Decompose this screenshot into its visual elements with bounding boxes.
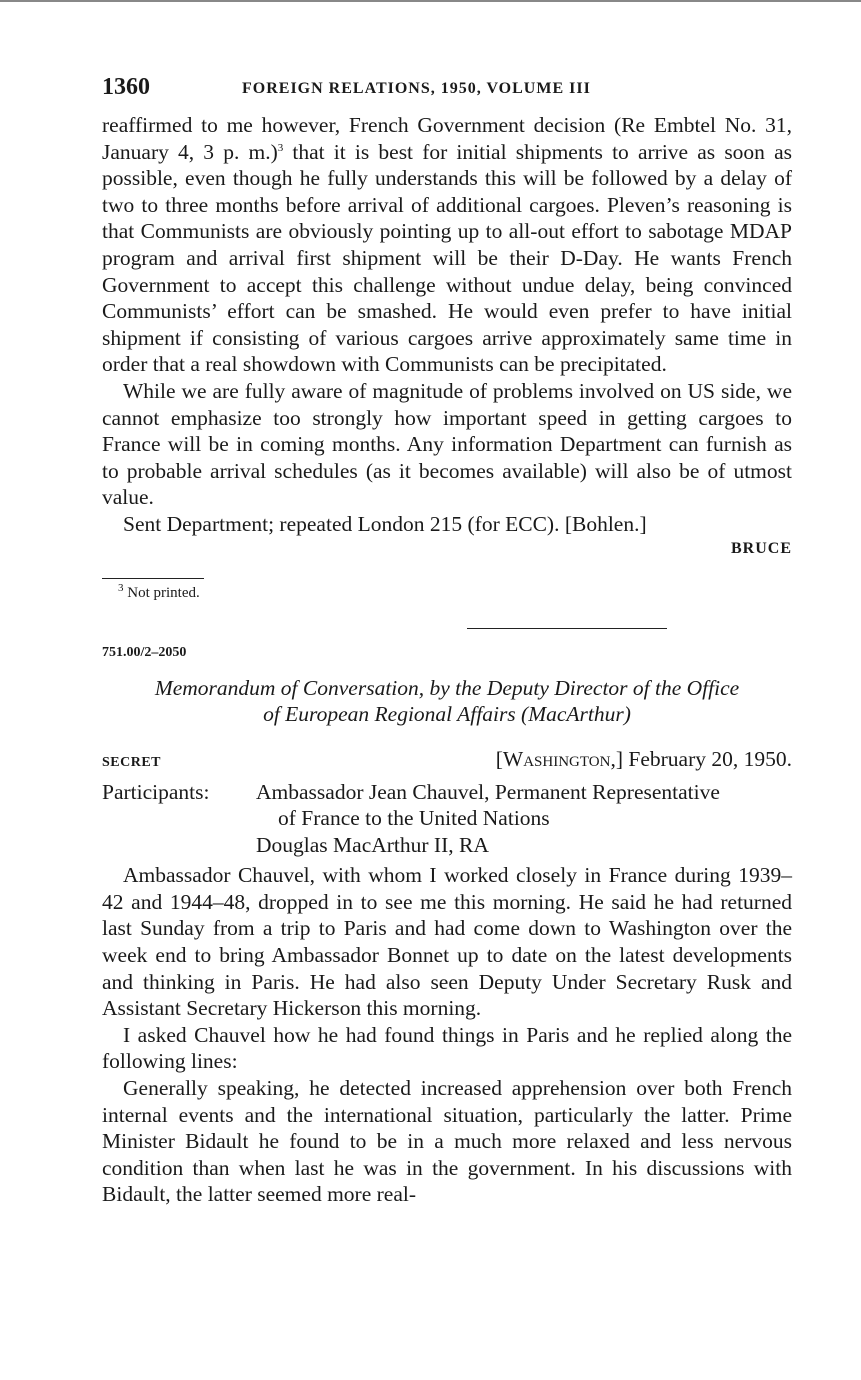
page — [102, 72, 792, 1208]
participants-label: Participants: — [102, 779, 210, 804]
participant: Douglas MacArthur II, RA — [256, 832, 489, 857]
running-head: FOREIGN RELATIONS, 1950, VOLUME III — [242, 80, 591, 97]
signature: BRUCE — [730, 539, 792, 557]
body-paragraph: Sent Department; repeated London 215 (for ECC). [Bohlen.] — [123, 511, 647, 536]
participant-continued: of France to the United Nations — [278, 806, 550, 831]
participant: Ambassador Jean Chauvel, Permanent Representative — [256, 779, 720, 804]
classification: SECRET — [102, 754, 162, 770]
dateline: [Washington,] February 20, 1950. — [495, 746, 792, 771]
memo-body — [102, 862, 792, 1208]
footnote: $^3$ Not printed. — [118, 581, 200, 601]
page-number: 1360 — [102, 74, 150, 100]
participants — [102, 779, 792, 859]
classification-line — [102, 745, 792, 779]
document-id: 751.00/2–2050 — [102, 644, 187, 660]
telegram-continuation — [102, 112, 792, 560]
page-header — [102, 72, 792, 112]
body-paragraph: Ambassador Chauvel, with whom I worked closely in France during 1939–42 and 1944–48, dropped in to see me this morning. He said he had returned last Sunday from a trip to Paris and had come down to Washington over the week end to bring Ambassador Bonnet up to date on the latest developments and thinking in Paris. He had also seen Deputy Under Secretary Rusk and Assistant Secretary Hickerson this morning. — [102, 863, 792, 1021]
top-edge-rule — [0, 0, 861, 2]
body-paragraph: While we are fully aware of magnitude of problems involved on US side, we cannot emphasize too strongly how important speed in getting cargoes to France will be in coming months. Any information Department can furnish as to probable arrival schedules (as it becomes available) will also be of utmost value. — [102, 378, 792, 510]
section-divider — [467, 628, 667, 629]
body-paragraph: reaffirmed to me however, French Government decision (Re Embtel No. 31, January 4, 3 p. m.)$^3$ that it is best for initial shipments to arrive as soon as possible, even though he fully understands this will be followed by a delay of two to three months before arrival of additional cargoes. Pleven’s reasoning is that Communists are obviously pointing up to all-out effort to sabotage MDAP program and arrival first shipment will be their D-Day. He wants French Government to accept this challenge without undue delay, being convinced Communists’ effort can be smashed. He would even prefer to have initial shipment if consisting of various cargoes arrive approximately same time in order that a real showdown with Communists can be precipitated. — [102, 113, 792, 377]
body-paragraph: I asked Chauvel how he had found things in Paris and he replied along the following lines: — [102, 1022, 792, 1074]
footnote-rule — [102, 578, 204, 579]
body-paragraph: Generally speaking, he detected increased apprehension over both French internal events and the international situation, particularly the latter. Prime Minister Bidault he found to be in a much more relaxed and less nervous condition than when last he was in the government. In his discussions with Bidault, the latter seemed more real- — [102, 1076, 792, 1207]
footnote-ref: 3 — [277, 141, 284, 154]
document-title: Memorandum of Conversation, by the Deputy Director of the Office of European Regional Affairs (MacArthur) — [154, 675, 740, 726]
